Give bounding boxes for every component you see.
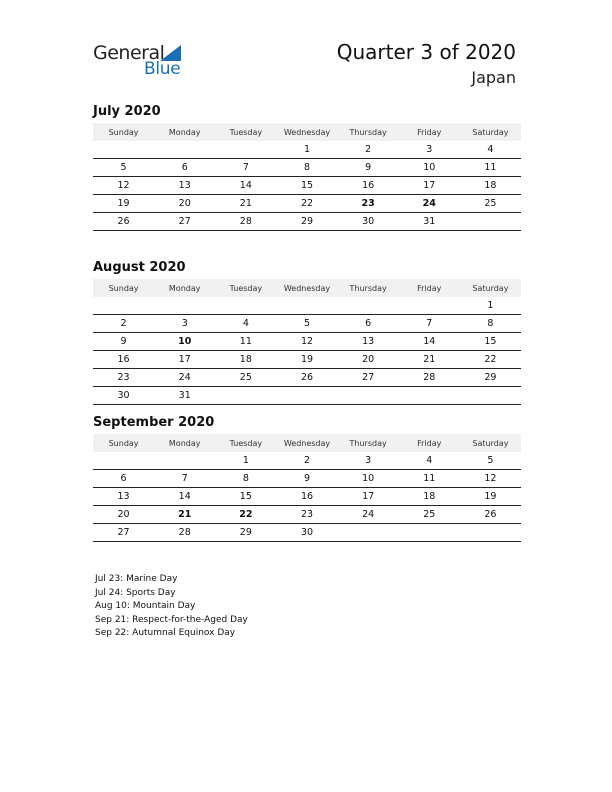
day-cell: 19	[276, 351, 337, 369]
page-title: Quarter 3 of 2020	[336, 40, 516, 64]
empty-day-cell	[276, 387, 337, 405]
day-cell: 1	[276, 141, 337, 159]
day-cell: 19	[93, 195, 154, 213]
day-cell: 30	[93, 387, 154, 405]
calendar-grid	[93, 279, 521, 405]
day-cell: 20	[154, 195, 215, 213]
day-cell: 28	[399, 369, 460, 387]
day-cell: 23	[338, 195, 399, 213]
week-row	[93, 506, 521, 524]
empty-day-cell	[93, 141, 154, 159]
day-cell: 14	[399, 333, 460, 351]
day-cell: 18	[399, 488, 460, 506]
logo-text-blue: Blue	[144, 59, 181, 79]
empty-day-cell	[154, 141, 215, 159]
week-row	[93, 159, 521, 177]
weekday-header: Thursday	[338, 434, 399, 452]
day-cell: 23	[93, 369, 154, 387]
empty-day-cell	[399, 297, 460, 315]
day-cell: 25	[460, 195, 521, 213]
day-cell: 27	[93, 524, 154, 542]
day-cell: 27	[154, 213, 215, 231]
day-cell: 17	[399, 177, 460, 195]
day-cell: 28	[154, 524, 215, 542]
day-cell: 10	[154, 333, 215, 351]
empty-day-cell	[460, 213, 521, 231]
weekday-header: Tuesday	[215, 279, 276, 297]
week-row	[93, 213, 521, 231]
day-cell: 14	[215, 177, 276, 195]
weekday-header: Thursday	[338, 123, 399, 141]
day-cell: 30	[338, 213, 399, 231]
logo-text-general: General	[93, 42, 165, 64]
empty-day-cell	[93, 297, 154, 315]
day-cell: 26	[460, 506, 521, 524]
day-cell: 22	[215, 506, 276, 524]
empty-day-cell	[154, 452, 215, 470]
week-row	[93, 297, 521, 315]
week-row	[93, 333, 521, 351]
month-title: August 2020	[93, 260, 186, 275]
day-cell: 31	[154, 387, 215, 405]
day-cell: 4	[460, 141, 521, 159]
day-cell: 11	[460, 159, 521, 177]
empty-day-cell	[93, 452, 154, 470]
day-cell: 30	[276, 524, 337, 542]
day-cell: 11	[399, 470, 460, 488]
day-cell: 7	[399, 315, 460, 333]
day-cell: 22	[460, 351, 521, 369]
day-cell: 26	[93, 213, 154, 231]
empty-day-cell	[215, 387, 276, 405]
day-cell: 21	[215, 195, 276, 213]
month-august	[93, 259, 521, 405]
logo	[93, 42, 193, 78]
day-cell: 10	[399, 159, 460, 177]
day-cell: 12	[276, 333, 337, 351]
day-cell: 9	[276, 470, 337, 488]
empty-day-cell	[399, 387, 460, 405]
weekday-header: Sunday	[93, 434, 154, 452]
week-row	[93, 177, 521, 195]
empty-day-cell	[338, 297, 399, 315]
empty-day-cell	[154, 297, 215, 315]
day-cell: 25	[399, 506, 460, 524]
day-cell: 28	[215, 213, 276, 231]
day-cell: 22	[276, 195, 337, 213]
month-july	[93, 103, 521, 231]
empty-day-cell	[338, 524, 399, 542]
day-cell: 12	[93, 177, 154, 195]
empty-day-cell	[460, 524, 521, 542]
day-cell: 13	[338, 333, 399, 351]
weekday-header: Tuesday	[215, 123, 276, 141]
week-row	[93, 141, 521, 159]
day-cell: 25	[215, 369, 276, 387]
weekday-header-row	[93, 123, 521, 141]
month-title: July 2020	[93, 104, 161, 119]
day-cell: 20	[338, 351, 399, 369]
day-cell: 4	[215, 315, 276, 333]
week-row	[93, 524, 521, 542]
day-cell: 12	[460, 470, 521, 488]
day-cell: 9	[338, 159, 399, 177]
empty-day-cell	[399, 524, 460, 542]
day-cell: 10	[338, 470, 399, 488]
empty-day-cell	[338, 387, 399, 405]
week-row	[93, 387, 521, 405]
weekday-header: Sunday	[93, 123, 154, 141]
day-cell: 29	[460, 369, 521, 387]
day-cell: 29	[215, 524, 276, 542]
calendar-grid	[93, 434, 521, 542]
day-cell: 21	[154, 506, 215, 524]
day-cell: 6	[154, 159, 215, 177]
day-cell: 13	[154, 177, 215, 195]
weekday-header: Wednesday	[276, 123, 337, 141]
holiday-note: Jul 24: Sports Day	[95, 587, 176, 598]
day-cell: 8	[215, 470, 276, 488]
day-cell: 31	[399, 213, 460, 231]
day-cell: 1	[215, 452, 276, 470]
day-cell: 15	[460, 333, 521, 351]
week-row	[93, 315, 521, 333]
holiday-notes	[95, 573, 248, 641]
day-cell: 26	[276, 369, 337, 387]
day-cell: 16	[93, 351, 154, 369]
day-cell: 9	[93, 333, 154, 351]
day-cell: 29	[276, 213, 337, 231]
day-cell: 13	[93, 488, 154, 506]
day-cell: 8	[276, 159, 337, 177]
weekday-header: Wednesday	[276, 279, 337, 297]
empty-day-cell	[215, 297, 276, 315]
week-row	[93, 452, 521, 470]
weekday-header: Sunday	[93, 279, 154, 297]
day-cell: 7	[154, 470, 215, 488]
weekday-header-row	[93, 279, 521, 297]
week-row	[93, 351, 521, 369]
day-cell: 1	[460, 297, 521, 315]
country-name: Japan	[471, 68, 516, 87]
weekday-header: Friday	[399, 123, 460, 141]
day-cell: 14	[154, 488, 215, 506]
empty-day-cell	[215, 141, 276, 159]
day-cell: 2	[338, 141, 399, 159]
calendar-grid	[93, 123, 521, 231]
day-cell: 18	[460, 177, 521, 195]
week-row	[93, 488, 521, 506]
day-cell: 3	[154, 315, 215, 333]
week-row	[93, 195, 521, 213]
weekday-header: Friday	[399, 434, 460, 452]
day-cell: 16	[276, 488, 337, 506]
day-cell: 20	[93, 506, 154, 524]
day-cell: 3	[399, 141, 460, 159]
day-cell: 24	[154, 369, 215, 387]
day-cell: 21	[399, 351, 460, 369]
weekday-header: Saturday	[460, 279, 521, 297]
weekday-header: Friday	[399, 279, 460, 297]
weekday-header: Monday	[154, 434, 215, 452]
day-cell: 3	[338, 452, 399, 470]
day-cell: 11	[215, 333, 276, 351]
day-cell: 6	[93, 470, 154, 488]
holiday-note: Sep 22: Autumnal Equinox Day	[95, 628, 236, 639]
holiday-note: Jul 23: Marine Day	[95, 574, 178, 584]
holiday-note: Sep 21: Respect-for-the-Aged Day	[95, 614, 248, 625]
day-cell: 24	[399, 195, 460, 213]
day-cell: 15	[276, 177, 337, 195]
day-cell: 4	[399, 452, 460, 470]
empty-day-cell	[460, 387, 521, 405]
day-cell: 23	[276, 506, 337, 524]
month-title: September 2020	[93, 415, 215, 430]
day-cell: 5	[276, 315, 337, 333]
weekday-header: Wednesday	[276, 434, 337, 452]
weekday-header-row	[93, 434, 521, 452]
day-cell: 27	[338, 369, 399, 387]
day-cell: 6	[338, 315, 399, 333]
holiday-note: Aug 10: Mountain Day	[95, 601, 196, 612]
weekday-header: Monday	[154, 279, 215, 297]
day-cell: 24	[338, 506, 399, 524]
day-cell: 8	[460, 315, 521, 333]
day-cell: 5	[460, 452, 521, 470]
day-cell: 17	[154, 351, 215, 369]
day-cell: 2	[93, 315, 154, 333]
day-cell: 2	[276, 452, 337, 470]
weekday-header: Saturday	[460, 434, 521, 452]
empty-day-cell	[276, 297, 337, 315]
weekday-header: Monday	[154, 123, 215, 141]
day-cell: 7	[215, 159, 276, 177]
day-cell: 16	[338, 177, 399, 195]
month-september	[93, 414, 521, 542]
day-cell: 19	[460, 488, 521, 506]
day-cell: 15	[215, 488, 276, 506]
weekday-header: Tuesday	[215, 434, 276, 452]
week-row	[93, 470, 521, 488]
weekday-header: Thursday	[338, 279, 399, 297]
weekday-header: Saturday	[460, 123, 521, 141]
week-row	[93, 369, 521, 387]
day-cell: 18	[215, 351, 276, 369]
day-cell: 5	[93, 159, 154, 177]
day-cell: 17	[338, 488, 399, 506]
